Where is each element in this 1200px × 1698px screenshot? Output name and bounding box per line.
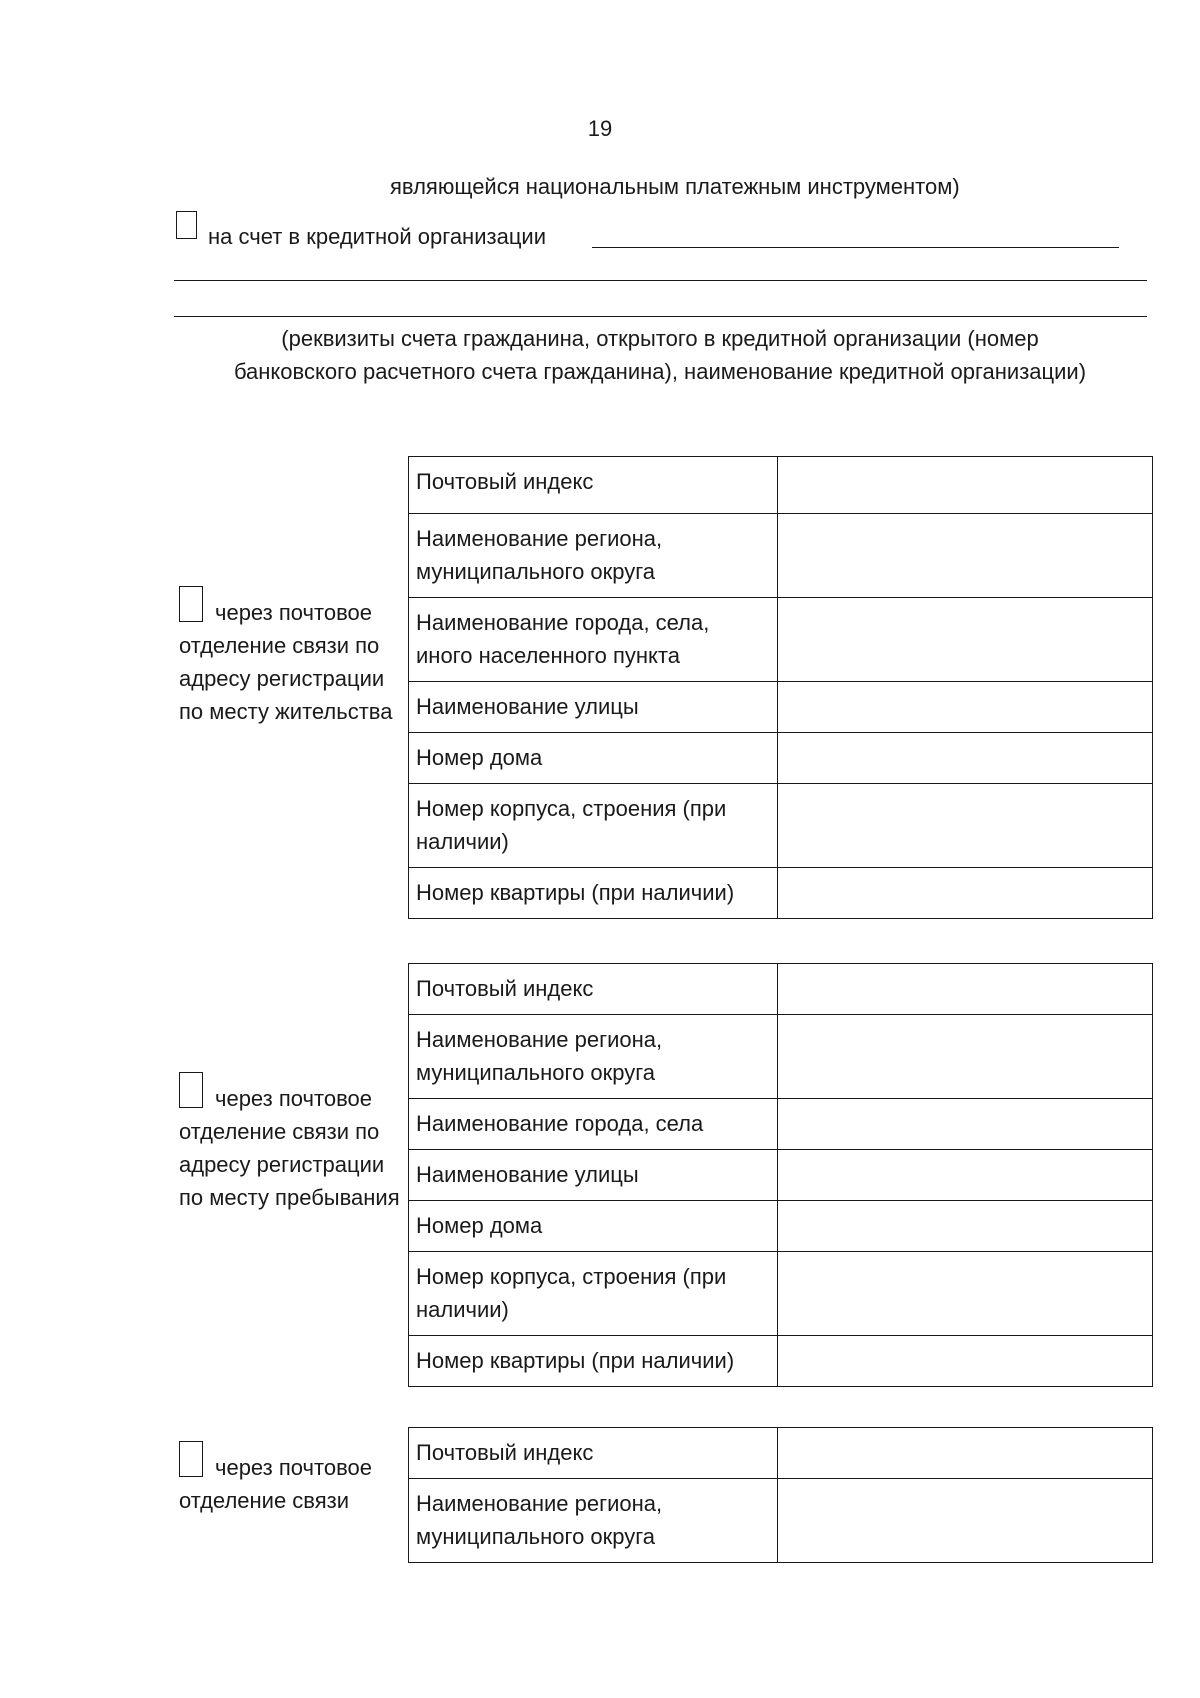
- table-value-cell[interactable]: [778, 1252, 1153, 1336]
- table-value-cell[interactable]: [778, 964, 1153, 1015]
- table-value-cell[interactable]: [778, 1201, 1153, 1252]
- section-3-label: через почтовое отделение связи: [179, 1441, 404, 1517]
- table-row-label: Наименование улицы: [409, 1150, 778, 1201]
- table-row-label: Почтовый индекс: [409, 964, 778, 1015]
- table-row-label: Почтовый индекс: [409, 457, 778, 514]
- section-1-checkbox[interactable]: [179, 586, 203, 622]
- table-row-label: Наименование региона, муниципального округа: [409, 1015, 778, 1099]
- table-value-cell[interactable]: [778, 1479, 1153, 1563]
- table-row-label: Почтовый индекс: [409, 1428, 778, 1479]
- table-row-label: Номер дома: [409, 733, 778, 784]
- account-field-line-2[interactable]: [174, 260, 1147, 281]
- page-number: 19: [587, 116, 613, 141]
- table-row-label: Номер корпуса, строения (при наличии): [409, 1252, 778, 1336]
- table-row-label: Наименование региона, муниципального округа: [409, 1479, 778, 1563]
- table-value-cell[interactable]: [778, 514, 1153, 598]
- section-3-checkbox[interactable]: [179, 1441, 203, 1477]
- table-value-cell[interactable]: [778, 1015, 1153, 1099]
- address-table-1: [408, 456, 1153, 919]
- table-row-label: Номер корпуса, строения (при наличии): [409, 784, 778, 868]
- table-value-cell[interactable]: [778, 784, 1153, 868]
- table-row-label: Номер квартиры (при наличии): [409, 1336, 778, 1387]
- account-option-label: на счет в кредитной организации: [208, 224, 546, 249]
- table-row-label: Наименование улицы: [409, 682, 778, 733]
- table-value-cell[interactable]: [778, 733, 1153, 784]
- table-value-cell[interactable]: [778, 1150, 1153, 1201]
- table-value-cell[interactable]: [778, 598, 1153, 682]
- table-value-cell[interactable]: [778, 1099, 1153, 1150]
- table-value-cell[interactable]: [778, 1336, 1153, 1387]
- account-checkbox[interactable]: [176, 211, 197, 244]
- continuation-text: являющейся национальным платежным инструментом): [390, 174, 960, 199]
- account-field[interactable]: [592, 227, 1119, 248]
- table-row-label: Номер дома: [409, 1201, 778, 1252]
- table-row-label: Наименование региона, муниципального округа: [409, 514, 778, 598]
- table-value-cell[interactable]: [778, 868, 1153, 919]
- table-row-label: Номер квартиры (при наличии): [409, 868, 778, 919]
- table-value-cell[interactable]: [778, 1428, 1153, 1479]
- section-2-label: через почтовое отделение связи по адресу регистрации по месту пребывания: [179, 1072, 404, 1214]
- address-table-3: [408, 1427, 1153, 1563]
- address-table-2: [408, 963, 1153, 1387]
- section-2-checkbox[interactable]: [179, 1072, 203, 1108]
- account-field-line-3[interactable]: [174, 296, 1147, 317]
- section-1-label: через почтовое отделение связи по адресу регистрации по месту жительства: [179, 586, 404, 728]
- table-value-cell[interactable]: [778, 682, 1153, 733]
- table-row-label: Наименование города, села, иного населенного пункта: [409, 598, 778, 682]
- table-value-cell[interactable]: [778, 457, 1153, 514]
- account-caption: (реквизиты счета гражданина, открытого в кредитной организации (номер банковского расчетного счета гражданина), наименование кредитной организации): [233, 326, 1087, 384]
- table-row-label: Наименование города, села: [409, 1099, 778, 1150]
